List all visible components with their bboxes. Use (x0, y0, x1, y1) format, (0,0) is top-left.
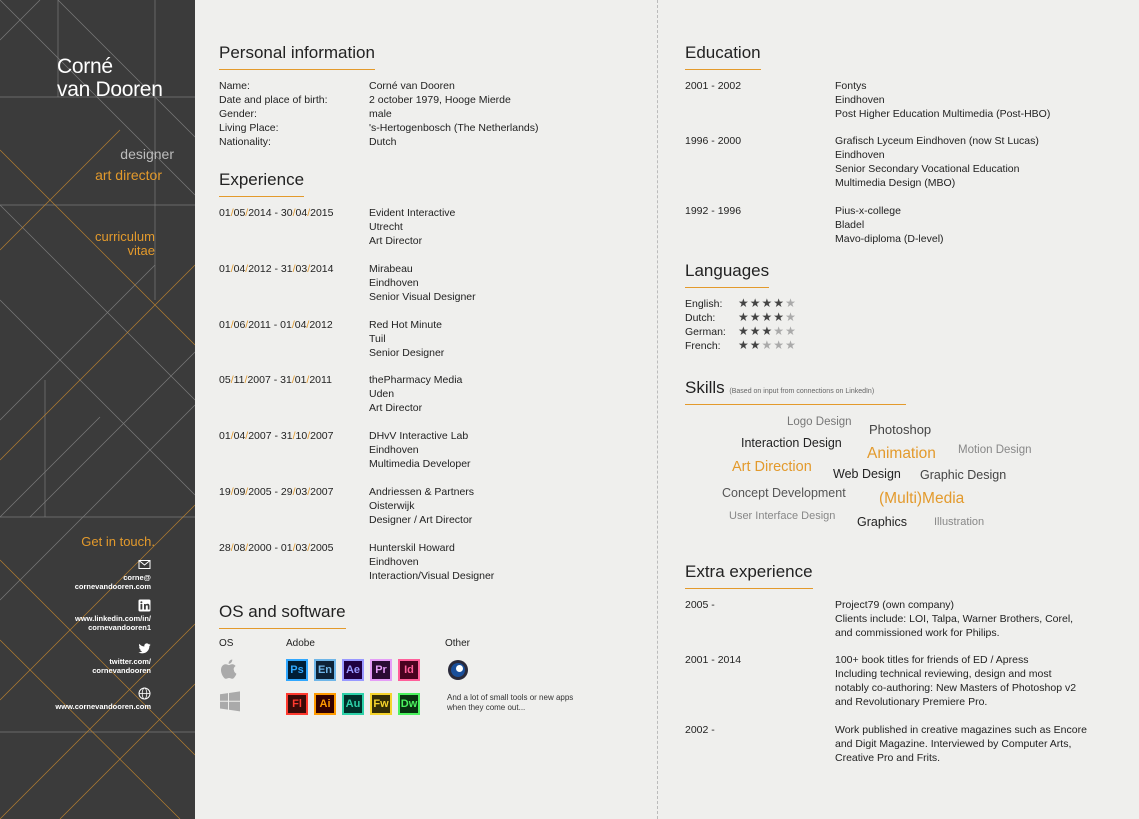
date-separator: / (245, 207, 249, 219)
note-line-1: And a lot of small tools or new apps (447, 693, 574, 702)
star-filled-icon: ★ (761, 296, 774, 310)
star-empty-icon: ★ (785, 338, 797, 352)
skill-tag: Concept Development (722, 486, 846, 500)
sidebar (0, 0, 195, 819)
skills-note: (Based on input from connections on LinkedIn) (729, 388, 875, 395)
star-filled-icon: ★ (738, 296, 750, 310)
contact-email[interactable] (75, 558, 151, 591)
full-name (57, 55, 163, 101)
twitter-line-1: twitter.com/ (109, 657, 151, 666)
education-line: Eindhoven (835, 149, 885, 161)
experience-line: Art Director (369, 402, 423, 415)
experience-line: Evident Interactive (369, 207, 456, 219)
date-part: 05 (233, 207, 246, 219)
curriculum-vitae (95, 230, 155, 258)
date-part: 19 (219, 486, 231, 498)
experience-line: DHvV Interactive Lab (369, 430, 469, 443)
email-line-2: cornevandooren.com (74, 582, 151, 591)
skill-tag: (Multi)Media (879, 490, 965, 507)
get-in-touch: Get in touch. (81, 534, 155, 549)
experience-date (219, 318, 333, 332)
adobe-dw-icon: Dw (398, 693, 420, 715)
star-empty-icon: ★ (785, 310, 797, 324)
experience-date (219, 206, 333, 220)
experience-line: Hunterskil Howard (369, 541, 455, 554)
experience-line: Andriessen & Partners (369, 486, 475, 498)
date-separator: / (245, 318, 249, 331)
experience-date (219, 262, 333, 276)
date-separator: / (230, 262, 234, 275)
skill-tag: Web Design (833, 467, 901, 481)
globe-icon (138, 687, 151, 700)
date-part: 28 (219, 541, 231, 554)
contact-website[interactable] (55, 687, 151, 711)
experience-line: Uden (369, 388, 395, 401)
date-separator: / (230, 486, 234, 498)
adobe-ps-icon: Ps (286, 659, 308, 681)
date-separator: / (307, 430, 311, 443)
experience-line: Eindhoven (369, 555, 419, 568)
date-part: 01 (294, 374, 307, 387)
adobe-fl-icon: Fl (286, 693, 308, 715)
extra-line: Work published in creative magazines such as Encore (835, 724, 1087, 736)
date-part: 10 (295, 430, 308, 443)
date-part: 03 (295, 541, 308, 554)
date-separator: / (307, 486, 311, 498)
date-separator: / (230, 207, 234, 219)
date-separator: / (230, 541, 234, 554)
experience-line: Mirabeau (369, 262, 413, 275)
date-part: 03 (295, 486, 308, 498)
personal-value: male (369, 108, 392, 120)
education-title: Education (685, 43, 761, 70)
extra-line: Clients include: LOI, Talpa, Warner Brothers, Corel, (835, 613, 1074, 625)
date-separator: / (244, 374, 248, 387)
linkedin-line-2: cornevandooren1 (88, 623, 151, 632)
experience-line: thePharmacy Media (369, 374, 463, 387)
experience-line: Utrecht (369, 221, 403, 233)
star-empty-icon: ★ (761, 338, 774, 352)
date-part: 2012 - 31 (248, 262, 293, 275)
first-name: Corné (57, 55, 113, 78)
extra-line: Including technical reviewing, design and most (835, 668, 1052, 680)
star-empty-icon: ★ (773, 324, 786, 338)
experience-line: Red Hot Minute (369, 318, 442, 331)
date-separator: / (292, 541, 296, 554)
adobe-au-icon: Au (342, 693, 364, 715)
date-part: 2012 (309, 318, 333, 331)
star-filled-icon: ★ (749, 296, 762, 310)
experience-line: Eindhoven (369, 276, 419, 289)
education-line: Bladel (835, 219, 865, 231)
rating-stars (738, 324, 797, 338)
adobe-ae-icon: Ae (342, 659, 364, 681)
personal-value: Dutch (369, 136, 397, 148)
extra-line: 100+ book titles for friends of ED / Apress (835, 654, 1029, 666)
star-filled-icon: ★ (749, 338, 762, 352)
role-designer: designer (120, 146, 174, 162)
date-part: 01 (219, 262, 231, 275)
star-empty-icon: ★ (785, 296, 797, 310)
date-part: 01 (219, 207, 231, 219)
other-label: Other (445, 638, 471, 649)
experience-line: Multimedia Developer (369, 458, 471, 471)
experience-date (219, 541, 333, 555)
date-separator: / (306, 374, 310, 387)
language-name: German: (685, 326, 726, 338)
star-empty-icon: ★ (785, 324, 797, 338)
date-part: 2007 (310, 486, 334, 498)
education-line: Pius-x-college (835, 205, 901, 217)
personal-label: Date and place of birth: (219, 94, 328, 106)
date-part: 2007 - 31 (247, 374, 292, 387)
date-part: 03 (295, 262, 308, 275)
date-separator: / (245, 486, 249, 498)
email-icon (138, 558, 151, 571)
extra-line: and commissioned work for Philips. (835, 627, 1000, 639)
last-name: van Dooren (57, 78, 163, 101)
date-part: 06 (233, 318, 246, 331)
adobe-id-icon: Id (398, 659, 420, 681)
date-part: 09 (233, 486, 246, 498)
date-separator: / (291, 318, 295, 331)
date-separator: / (307, 262, 311, 275)
website-link: www.cornevandooren.com (55, 702, 151, 711)
role-art-director: art director (95, 167, 162, 183)
extra-line: and Revolutionary Premiere Pro. (835, 696, 988, 708)
personal-label: Nationality: (219, 136, 271, 148)
linkedin-line-1: www.linkedin.com/in/ (75, 614, 151, 623)
date-separator: / (291, 374, 295, 387)
star-filled-icon: ★ (738, 324, 750, 338)
date-separator: / (292, 486, 296, 498)
star-filled-icon: ★ (738, 310, 750, 324)
personal-value: Corné van Dooren (369, 80, 455, 92)
adobe-label: Adobe (286, 638, 315, 649)
experience-date (219, 429, 333, 443)
extra-date: 2002 - (685, 724, 715, 736)
experience-title: Experience (219, 170, 304, 197)
note-line-2: when they come out... (447, 703, 526, 712)
personal-info-title: Personal information (219, 43, 375, 70)
experience-line: Senior Designer (369, 346, 445, 359)
star-empty-icon: ★ (773, 338, 786, 352)
adobe-fw-icon: Fw (370, 693, 392, 715)
education-date: 1996 - 2000 (685, 135, 742, 147)
extra-date: 2001 - 2014 (685, 654, 742, 666)
date-separator: / (292, 207, 296, 219)
os-label: OS (219, 638, 234, 649)
date-part: 04 (294, 318, 307, 331)
windows-icon (220, 691, 240, 713)
date-part: 2000 - 01 (248, 541, 293, 554)
skill-tag: User Interface Design (729, 510, 836, 522)
cv-line-1: curriculum (95, 229, 155, 244)
rating-stars (738, 310, 797, 324)
skill-tag: Graphic Design (920, 468, 1007, 482)
date-separator: / (245, 262, 249, 275)
skill-tag: Logo Design (787, 416, 852, 428)
skills-title (685, 378, 906, 405)
date-part: 2014 (310, 262, 334, 275)
experience-line: Senior Visual Designer (369, 290, 476, 303)
date-separator: / (230, 430, 234, 443)
star-filled-icon: ★ (738, 338, 750, 352)
date-separator: / (245, 430, 249, 443)
cv-line-2: vitae (127, 243, 155, 258)
extra-date: 2005 - (685, 599, 715, 611)
adobe-en-icon: En (314, 659, 336, 681)
star-filled-icon: ★ (761, 310, 774, 324)
star-filled-icon: ★ (773, 296, 786, 310)
star-filled-icon: ★ (749, 324, 762, 338)
extra-line: and Digit Magazine. Interviewed by Computer Arts, (835, 738, 1072, 750)
extra-line: notably co-authoring: New Masters of Photoshop v2 (835, 682, 1077, 694)
twitter-line-2: cornevandooren (92, 666, 151, 675)
star-filled-icon: ★ (773, 310, 786, 324)
linkedin-icon (138, 599, 151, 612)
education-line: Fontys (835, 80, 867, 92)
date-separator: / (230, 374, 234, 387)
skill-tag: Animation (867, 445, 936, 462)
date-part: 2005 - 29 (248, 486, 293, 498)
skill-tag: Motion Design (958, 444, 1032, 456)
date-separator: / (292, 262, 296, 275)
date-part: 2011 (309, 374, 332, 387)
personal-value: 's-Hertogenbosch (The Netherlands) (369, 122, 539, 134)
skill-tag: Illustration (934, 516, 985, 528)
education-line: Eindhoven (835, 94, 885, 106)
language-name: Dutch: (685, 312, 716, 324)
email-line-1: corne@ (123, 573, 151, 582)
personal-label: Name: (219, 80, 250, 92)
experience-line: Designer / Art Director (369, 514, 473, 526)
experience-line: Eindhoven (369, 444, 419, 457)
extra-line: Project79 (own company) (835, 599, 955, 611)
date-separator: / (306, 318, 310, 331)
contact-linkedin[interactable] (75, 599, 151, 632)
education-line: Post Higher Education Multimedia (Post-HBO) (835, 108, 1051, 120)
date-part: 08 (233, 541, 246, 554)
rating-stars (738, 338, 797, 352)
date-separator: / (307, 541, 311, 554)
education-line: Mavo-diploma (D-level) (835, 233, 944, 245)
experience-line: Art Director (369, 235, 423, 247)
star-filled-icon: ★ (761, 324, 774, 338)
education-date: 2001 - 2002 (685, 80, 742, 92)
date-separator: / (245, 541, 249, 554)
date-part: 04 (233, 262, 246, 275)
date-part: 01 (219, 430, 231, 443)
date-separator: / (230, 318, 234, 331)
date-part: 04 (295, 207, 308, 219)
personal-label: Gender: (219, 108, 257, 120)
date-part: 2015 (310, 207, 334, 219)
date-part: 2007 - 31 (248, 430, 293, 443)
adobe-pr-icon: Pr (370, 659, 392, 681)
date-part: 2011 - 01 (248, 318, 292, 331)
star-filled-icon: ★ (749, 310, 762, 324)
education-date: 1992 - 1996 (685, 205, 742, 217)
education-line: Grafisch Lyceum Eindhoven (now St Lucas) (835, 135, 1039, 147)
os-software-title: OS and software (219, 602, 346, 629)
extra-experience-title: Extra experience (685, 562, 813, 589)
skills-title-text: Skills (685, 378, 725, 397)
adobe-ai-icon: Ai (314, 693, 336, 715)
apple-icon (219, 658, 237, 680)
skill-tag: Graphics (857, 515, 908, 529)
date-part: 01 (219, 318, 231, 331)
extra-line: Creative Pro and Frits. (835, 752, 941, 764)
education-line: Multimedia Design (MBO) (835, 177, 956, 189)
language-name: French: (685, 340, 721, 352)
other-tools-note (447, 693, 573, 713)
languages-title: Languages (685, 261, 769, 288)
skill-tag: Photoshop (869, 422, 932, 437)
date-part: 05 (219, 374, 231, 387)
experience-date (219, 485, 333, 499)
contact-twitter[interactable] (92, 642, 151, 675)
cinema4d-icon (447, 659, 469, 681)
personal-value: 2 october 1979, Hooge Mierde (369, 94, 511, 106)
experience-line: Tuil (369, 332, 386, 345)
date-separator: / (307, 207, 311, 219)
twitter-icon (138, 642, 151, 655)
date-part: 11 (233, 374, 245, 387)
language-name: English: (685, 298, 723, 310)
date-part: 2007 (310, 430, 334, 443)
date-part: 2014 - 30 (248, 207, 293, 219)
experience-line: Interaction/Visual Designer (369, 569, 495, 582)
skill-tag: Interaction Design (741, 436, 842, 450)
date-part: 2005 (310, 541, 334, 554)
personal-label: Living Place: (219, 122, 279, 134)
education-line: Senior Secondary Vocational Education (835, 163, 1020, 175)
date-part: 04 (233, 430, 246, 443)
rating-stars (738, 296, 797, 310)
date-separator: / (292, 430, 296, 443)
experience-date (219, 373, 332, 387)
column-divider (657, 0, 658, 819)
experience-line: Oisterwijk (369, 500, 415, 512)
skill-tag: Art Direction (732, 459, 812, 475)
